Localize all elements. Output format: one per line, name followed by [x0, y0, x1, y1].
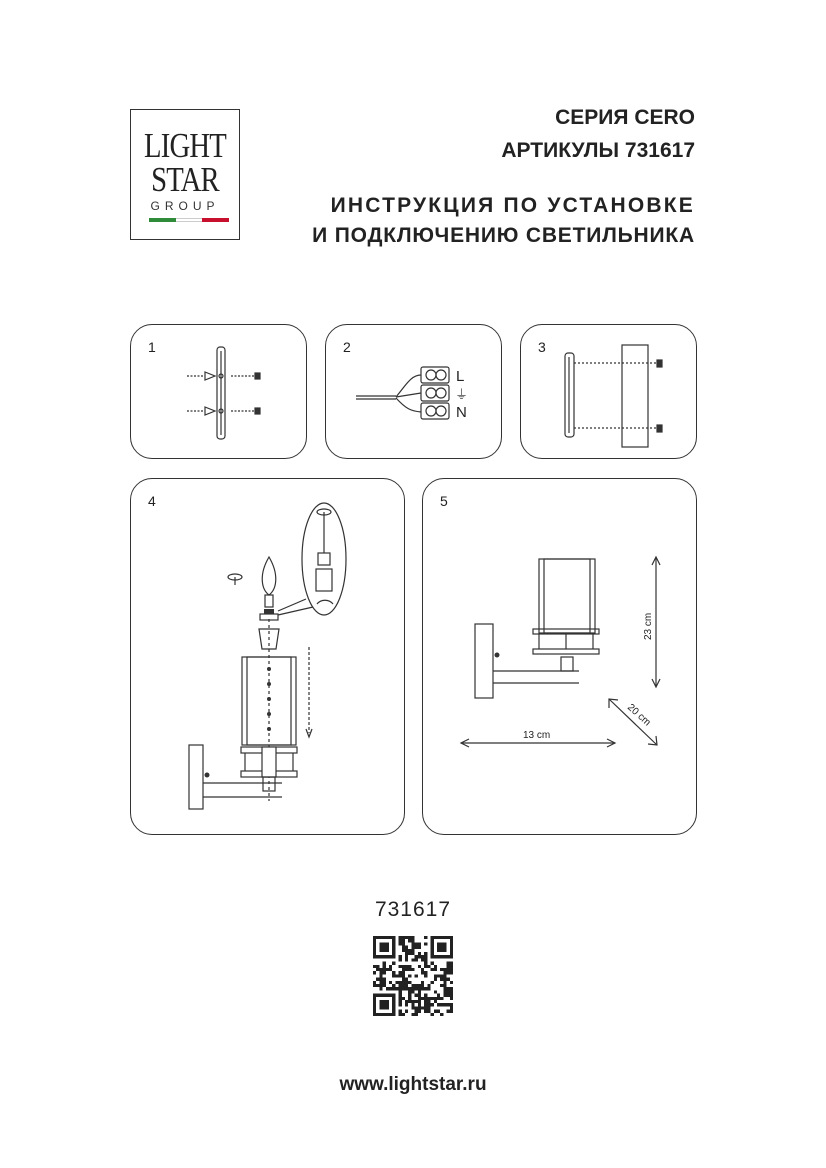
- articles-title: АРТИКУЛЫ 731617: [501, 139, 695, 162]
- mounting-plate-screws-illustration: [131, 325, 308, 460]
- step-panel-3: [520, 324, 697, 459]
- logo-line-star: STAR: [151, 160, 219, 199]
- logo-line-light: LIGHT: [144, 126, 226, 165]
- lamp-dimensions-illustration: [423, 479, 698, 836]
- logo-line-group: GROUP: [150, 199, 220, 213]
- wiring-terminal-illustration: [326, 325, 503, 460]
- step-panel-5: [422, 478, 697, 835]
- lamp-assembly-illustration: [131, 479, 406, 836]
- step-panel-1: [130, 324, 307, 459]
- width-dimension-label: 13 cm: [523, 730, 551, 741]
- step-number: 2: [343, 339, 351, 355]
- website-link[interactable]: www.lightstar.ru: [339, 1074, 487, 1095]
- instruction-title-line1: ИНСТРУКЦИЯ ПО УСТАНОВКЕ: [330, 194, 695, 217]
- instruction-title-line2: И ПОДКЛЮЧЕНИЮ СВЕТИЛЬНИКА: [312, 224, 695, 247]
- neutral-terminal-label: N: [456, 404, 467, 421]
- series-title: СЕРИЯ CERO: [555, 106, 695, 129]
- live-terminal-label: L: [456, 368, 465, 385]
- depth-dimension-label: 20 cm: [624, 702, 653, 729]
- step-number: 3: [538, 339, 546, 355]
- brand-logo: [130, 109, 240, 240]
- qr-code-icon[interactable]: [373, 936, 453, 1016]
- article-number: 731617: [374, 898, 452, 921]
- step-panel-4: [130, 478, 405, 835]
- height-dimension-label: 23 cm: [643, 612, 654, 640]
- step-number: 1: [148, 339, 156, 355]
- step-number: 4: [148, 493, 156, 509]
- fixing-base-illustration: [521, 325, 698, 460]
- ground-terminal-icon: ⏚: [455, 388, 469, 403]
- step-number: 5: [440, 493, 448, 509]
- italian-flag-icon: [149, 218, 229, 222]
- step-panel-2: [325, 324, 502, 459]
